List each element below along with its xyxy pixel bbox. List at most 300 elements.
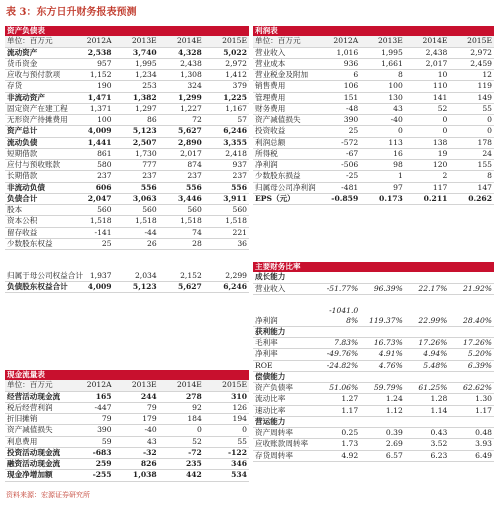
- row-label: 流动资产: [5, 47, 68, 58]
- cell-value: 1: [360, 171, 405, 182]
- cell-value: 22.17%: [405, 283, 450, 294]
- table-row: [5, 414, 249, 425]
- cell-value: 2,017: [159, 148, 204, 159]
- table-row: [253, 338, 494, 349]
- cell-value: 79: [114, 402, 159, 413]
- cell-value: 0.262: [449, 193, 494, 204]
- table-row: [5, 227, 249, 238]
- cell-value: 2,459: [449, 58, 494, 69]
- cell-value: 28.40%: [449, 294, 494, 326]
- table-row: [253, 58, 494, 69]
- table-row: [253, 148, 494, 159]
- cell-value: 2.69: [360, 439, 405, 450]
- cell-value: 120: [405, 160, 450, 171]
- cell-value: 3,740: [114, 47, 159, 58]
- cell-value: 4.76%: [360, 360, 405, 371]
- row-label: 少数股东损益: [253, 171, 316, 182]
- cell-value: 1,995: [114, 58, 159, 69]
- cell-value: 6: [316, 70, 361, 81]
- cell-value: 0.48: [449, 428, 494, 439]
- row-label: 资产减值损失: [5, 425, 68, 436]
- table-row: [5, 58, 249, 69]
- cell-value: 1,995: [360, 47, 405, 58]
- cell-value: 235: [159, 459, 204, 470]
- cell-value: 6,246: [204, 126, 249, 137]
- cell-value: 0.25: [316, 428, 361, 439]
- cell-value: 92: [159, 402, 204, 413]
- table-row: [5, 115, 249, 126]
- cell-value: 957: [68, 58, 113, 69]
- cell-value: 96.39%: [360, 283, 405, 294]
- cell-value: 861: [68, 148, 113, 159]
- cell-value: 5.48%: [405, 360, 450, 371]
- cell-value: 1.73: [316, 439, 361, 450]
- row-label: 存货: [5, 81, 68, 92]
- cell-value: -255: [68, 470, 113, 481]
- cell-value: -40: [114, 425, 159, 436]
- cell-value: -32: [114, 447, 159, 458]
- column-header: 2012A: [68, 380, 113, 391]
- cell-value: 16: [360, 148, 405, 159]
- column-header: 单位：百万元: [253, 36, 316, 47]
- cell-value: 0.43: [405, 428, 450, 439]
- cell-value: 16.73%: [360, 338, 405, 349]
- cell-value: 1,299: [159, 92, 204, 103]
- cell-value: 17.26%: [405, 338, 450, 349]
- row-label: 股本: [5, 205, 68, 216]
- cell-value: 560: [68, 205, 113, 216]
- table-row: [5, 47, 249, 58]
- cell-value: 5.20%: [449, 349, 494, 360]
- table-row: [5, 103, 249, 114]
- table-row: [253, 160, 494, 171]
- table-row: [5, 92, 249, 103]
- column-header: 2013E: [360, 36, 405, 47]
- cell-value: 7.83%: [316, 338, 361, 349]
- cell-value: 2,299: [204, 250, 249, 282]
- cell-value: 126: [204, 402, 249, 413]
- row-label: 非流动负债: [5, 182, 68, 193]
- table-row: [5, 171, 249, 182]
- cell-value: 138: [405, 137, 450, 148]
- cell-value: 178: [449, 137, 494, 148]
- table-row: [253, 182, 494, 193]
- row-label: 投资收益: [253, 126, 316, 137]
- subsection-title: 成长能力: [253, 272, 494, 283]
- cell-value: 324: [159, 81, 204, 92]
- row-label: 净利润: [253, 294, 316, 326]
- table-row: [5, 402, 249, 413]
- cell-value: 0.39: [360, 428, 405, 439]
- cell-value: 1,038: [114, 470, 159, 481]
- cell-value: 59: [68, 436, 113, 447]
- row-label: 利息费用: [5, 436, 68, 447]
- cell-value: 2,047: [68, 193, 113, 204]
- cell-value: 560: [204, 205, 249, 216]
- cell-value: 237: [159, 171, 204, 182]
- table-row: [5, 470, 249, 481]
- column-header: 单位：百万元: [5, 36, 68, 47]
- row-label: 财务费用: [253, 103, 316, 114]
- cell-value: 0: [449, 115, 494, 126]
- row-label: 税后经营利润: [5, 402, 68, 413]
- row-label: ROE: [253, 360, 316, 371]
- table-row: [5, 391, 249, 402]
- table-row: [5, 81, 249, 92]
- cell-value: 3,063: [114, 193, 159, 204]
- row-label: 折旧摊销: [5, 414, 68, 425]
- cell-value: 4.91%: [360, 349, 405, 360]
- row-label: 无形资产待摊费用: [7, 115, 68, 125]
- column-header: 2015E: [204, 36, 249, 47]
- table-row: [253, 171, 494, 182]
- table-row: [5, 137, 249, 148]
- column-header: 2012A: [68, 36, 113, 47]
- cell-value: 0: [204, 425, 249, 436]
- source-note: 资料来源：宏源证券研究所: [6, 491, 90, 499]
- cell-value: 117: [405, 182, 450, 193]
- cell-value: 5,123: [114, 126, 159, 137]
- cell-value: 86: [114, 115, 159, 126]
- table-row: [253, 405, 494, 416]
- row-label: 销售费用: [253, 81, 316, 92]
- cell-value: 6,246: [204, 282, 249, 293]
- table-row: [253, 428, 494, 439]
- cell-value: -481: [316, 182, 361, 193]
- table-row: [253, 383, 494, 394]
- cell-value: 1,308: [159, 70, 204, 81]
- cell-value: -122: [204, 447, 249, 458]
- cell-value: 1,152: [68, 70, 113, 81]
- row-label: 资本公积: [5, 216, 68, 227]
- cell-value: 2,972: [204, 58, 249, 69]
- cell-value: 43: [360, 103, 405, 114]
- row-label: 营业成本: [253, 58, 316, 69]
- subsection-title: 偿债能力: [253, 371, 494, 382]
- cell-value: 2,507: [114, 137, 159, 148]
- cell-value: -683: [68, 447, 113, 458]
- cell-value: 5,627: [159, 126, 204, 137]
- row-label: 营业收入: [253, 283, 316, 294]
- column-header: 2015E: [449, 36, 494, 47]
- row-label: 货币资金: [5, 58, 68, 69]
- section-header: [5, 26, 249, 36]
- cell-value: 259: [68, 459, 113, 470]
- cell-value: 556: [159, 182, 204, 193]
- cell-value: 253: [114, 81, 159, 92]
- cell-value: -24.82%: [316, 360, 361, 371]
- cell-value: 936: [316, 58, 361, 69]
- table-row: [253, 47, 494, 58]
- table-row: [5, 205, 249, 216]
- cell-value: 4,328: [159, 47, 204, 58]
- cell-value: 6.57: [360, 450, 405, 461]
- table-row: [253, 283, 494, 294]
- table-row: [253, 360, 494, 371]
- row-label: 负债股东权益合计: [7, 282, 68, 292]
- cell-value: 278: [159, 391, 204, 402]
- cell-value: 151: [316, 92, 361, 103]
- cell-value: 1.30: [449, 394, 494, 405]
- table-row: [253, 349, 494, 360]
- cell-value: 6.39%: [449, 360, 494, 371]
- row-label: 经营活动现金流: [5, 391, 68, 402]
- cell-value: 55: [449, 103, 494, 114]
- cell-value: 24: [449, 148, 494, 159]
- cell-value: 346: [204, 459, 249, 470]
- cell-value: 379: [204, 81, 249, 92]
- cell-value: 556: [204, 182, 249, 193]
- cell-value: 100: [360, 81, 405, 92]
- table-row: [5, 193, 249, 204]
- subsection-title: 营运能力: [253, 416, 494, 427]
- cell-value: 72: [159, 115, 204, 126]
- cell-value: 1.27: [316, 394, 361, 405]
- cell-value: 237: [204, 171, 249, 182]
- row-label: 速动比率: [253, 405, 316, 416]
- row-label: 资产减值损失: [253, 115, 316, 126]
- cell-value: 2,890: [159, 137, 204, 148]
- table-row: [253, 193, 494, 204]
- cell-value: -40: [360, 115, 405, 126]
- cell-value: 237: [68, 171, 113, 182]
- row-label: 净利率: [253, 349, 316, 360]
- cell-value: -25: [316, 171, 361, 182]
- cell-value: 147: [449, 182, 494, 193]
- cell-value: 25: [316, 126, 361, 137]
- cell-value: 22.99%: [405, 294, 450, 326]
- cell-value: 4.94%: [405, 349, 450, 360]
- cash-flow-panel: [5, 370, 249, 482]
- row-label: 应付与预收账款: [5, 160, 68, 171]
- row-label: 应收账款周转率: [253, 439, 316, 450]
- cell-value: 130: [360, 92, 405, 103]
- section-header: [5, 370, 249, 380]
- table-row: [253, 394, 494, 405]
- table-row: [5, 447, 249, 458]
- column-header: 单位：百万元: [5, 380, 68, 391]
- cell-value: 1,227: [159, 103, 204, 114]
- section-header: [253, 26, 494, 36]
- row-label: 融资活动现金流: [5, 459, 68, 470]
- subsection-row: [253, 272, 494, 283]
- column-header: 2012A: [316, 36, 361, 47]
- cell-value: 0: [360, 126, 405, 137]
- table-row: [253, 450, 494, 461]
- cell-value: 3,911: [204, 193, 249, 204]
- table-row: [253, 115, 494, 126]
- cell-value: 110: [405, 81, 450, 92]
- cell-value: 4.92: [316, 450, 361, 461]
- cell-value: -72: [159, 447, 204, 458]
- cell-value: 606: [68, 182, 113, 193]
- cell-value: 3,446: [159, 193, 204, 204]
- cell-value: 2,438: [159, 58, 204, 69]
- cell-value: 1,471: [68, 92, 113, 103]
- cell-value: 1,441: [68, 137, 113, 148]
- cell-value: 2,152: [159, 250, 204, 282]
- cell-value: 1,167: [204, 103, 249, 114]
- cell-value: 36: [204, 238, 249, 249]
- column-header: 2013E: [114, 380, 159, 391]
- cell-value: 777: [114, 160, 159, 171]
- cell-value: 1,730: [114, 148, 159, 159]
- cell-value: 1,518: [114, 216, 159, 227]
- cell-value: 21.92%: [449, 283, 494, 294]
- ratios-panel: [253, 262, 494, 462]
- cell-value: 17.26%: [449, 338, 494, 349]
- cell-value: 8: [360, 70, 405, 81]
- subsection-row: [253, 326, 494, 337]
- cell-value: 1,937: [68, 250, 113, 282]
- row-label: 利润总额: [253, 137, 316, 148]
- cell-value: 0.211: [405, 193, 450, 204]
- table-row: [5, 425, 249, 436]
- row-label: 净利润: [253, 160, 316, 171]
- cell-value: 1.12: [360, 405, 405, 416]
- cell-value: 1,518: [204, 216, 249, 227]
- cell-value: 4,009: [68, 282, 113, 293]
- cell-value: 3,355: [204, 137, 249, 148]
- table-row: [253, 294, 494, 326]
- cell-value: 1.17: [449, 405, 494, 416]
- cell-value: 1,412: [204, 70, 249, 81]
- cell-value: -0.859: [316, 193, 361, 204]
- row-label: EPS（元）: [253, 193, 316, 204]
- table-row: [5, 282, 249, 293]
- cell-value: 141: [405, 92, 450, 103]
- cell-value: 57: [204, 115, 249, 126]
- row-label: 毛利率: [253, 338, 316, 349]
- cell-value: 2,034: [114, 250, 159, 282]
- table-row: [253, 126, 494, 137]
- row-label: 长期借款: [5, 171, 68, 182]
- table-row: [5, 238, 249, 249]
- cell-value: 194: [204, 414, 249, 425]
- row-label: 资产负债率: [253, 383, 316, 394]
- table-row: [253, 137, 494, 148]
- cell-value: 1,518: [68, 216, 113, 227]
- section-header: [253, 262, 494, 272]
- report-title: 表 3：东方日升财务报表预测: [6, 7, 137, 18]
- row-label: 管理费用: [253, 92, 316, 103]
- cell-value: 5,123: [114, 282, 159, 293]
- column-header: 2014E: [159, 380, 204, 391]
- column-header: 2014E: [159, 36, 204, 47]
- cell-value: 937: [204, 160, 249, 171]
- cell-value: -572: [316, 137, 361, 148]
- row-label: 固定资产在建工程: [7, 103, 68, 113]
- cell-value: 6.49: [449, 450, 494, 461]
- row-label: 归属母公司净利润: [255, 182, 316, 192]
- cell-value: 62.62%: [449, 383, 494, 394]
- cell-value: 2,438: [405, 47, 450, 58]
- cell-value: 190: [68, 81, 113, 92]
- cell-value: -141: [68, 227, 113, 238]
- cell-value: -67: [316, 148, 361, 159]
- column-header: 2014E: [405, 36, 450, 47]
- row-label: 资产总计: [5, 126, 68, 137]
- table-row: [253, 81, 494, 92]
- subsection-title: 获利能力: [253, 326, 494, 337]
- cell-value: 0: [449, 126, 494, 137]
- table-row: [253, 439, 494, 450]
- section-title: 主要财务比率: [253, 262, 494, 272]
- cell-value: 237: [114, 171, 159, 182]
- cell-value: 2,538: [68, 47, 113, 58]
- cell-value: 390: [68, 425, 113, 436]
- cell-value: 1,225: [204, 92, 249, 103]
- cell-value: 1.14: [405, 405, 450, 416]
- cell-value: 244: [114, 391, 159, 402]
- cell-value: 179: [114, 414, 159, 425]
- cell-value: 560: [114, 205, 159, 216]
- income-statement-panel: [253, 26, 494, 205]
- table-row: [5, 250, 249, 282]
- cell-value: 560: [159, 205, 204, 216]
- cell-value: 113: [360, 137, 405, 148]
- table-row: [253, 70, 494, 81]
- unit-header-row: [5, 380, 249, 391]
- row-label: 短期借款: [5, 148, 68, 159]
- cell-value: 12: [449, 70, 494, 81]
- cell-value: 6.23: [405, 450, 450, 461]
- table-row: [253, 92, 494, 103]
- table-row: [5, 148, 249, 159]
- cell-value: 184: [159, 414, 204, 425]
- cell-value: 8: [449, 171, 494, 182]
- balance-sheet-panel: [5, 26, 249, 293]
- cell-value: 0: [405, 126, 450, 137]
- row-label: 归属于母公司权益合计: [5, 250, 68, 282]
- cell-value: 55: [204, 436, 249, 447]
- cell-value: 5,022: [204, 47, 249, 58]
- cell-value: 2,017: [405, 58, 450, 69]
- cell-value: 10: [405, 70, 450, 81]
- cell-value: 1.17: [316, 405, 361, 416]
- table-row: [5, 70, 249, 81]
- cell-value: 5,627: [159, 282, 204, 293]
- cell-value: 2,972: [449, 47, 494, 58]
- cell-value: 79: [68, 414, 113, 425]
- cell-value: -48: [316, 103, 361, 114]
- cell-value: 2: [405, 171, 450, 182]
- cell-value: 28: [159, 238, 204, 249]
- row-label: 留存收益: [5, 227, 68, 238]
- cell-value: 0: [405, 115, 450, 126]
- cell-value: 43: [114, 436, 159, 447]
- row-label: 所得税: [253, 148, 316, 159]
- table-row: [5, 126, 249, 137]
- cell-value: -51.77%: [316, 283, 361, 294]
- cell-value: 119: [449, 81, 494, 92]
- cell-value: 310: [204, 391, 249, 402]
- row-label: 存货周转率: [253, 450, 316, 461]
- cell-value: 149: [449, 92, 494, 103]
- section-title: 利润表: [253, 26, 494, 36]
- cell-value: 0.173: [360, 193, 405, 204]
- cell-value: 25: [68, 238, 113, 249]
- cell-value: 51.06%: [316, 383, 361, 394]
- cell-value: 97: [360, 182, 405, 193]
- column-header: 2013E: [114, 36, 159, 47]
- row-label: 流动比率: [253, 394, 316, 405]
- cell-value: 1,297: [114, 103, 159, 114]
- cell-value: 165: [68, 391, 113, 402]
- cell-value: 1,382: [114, 92, 159, 103]
- cell-value: 1,518: [159, 216, 204, 227]
- row-label: 营业税金及附加: [253, 70, 316, 81]
